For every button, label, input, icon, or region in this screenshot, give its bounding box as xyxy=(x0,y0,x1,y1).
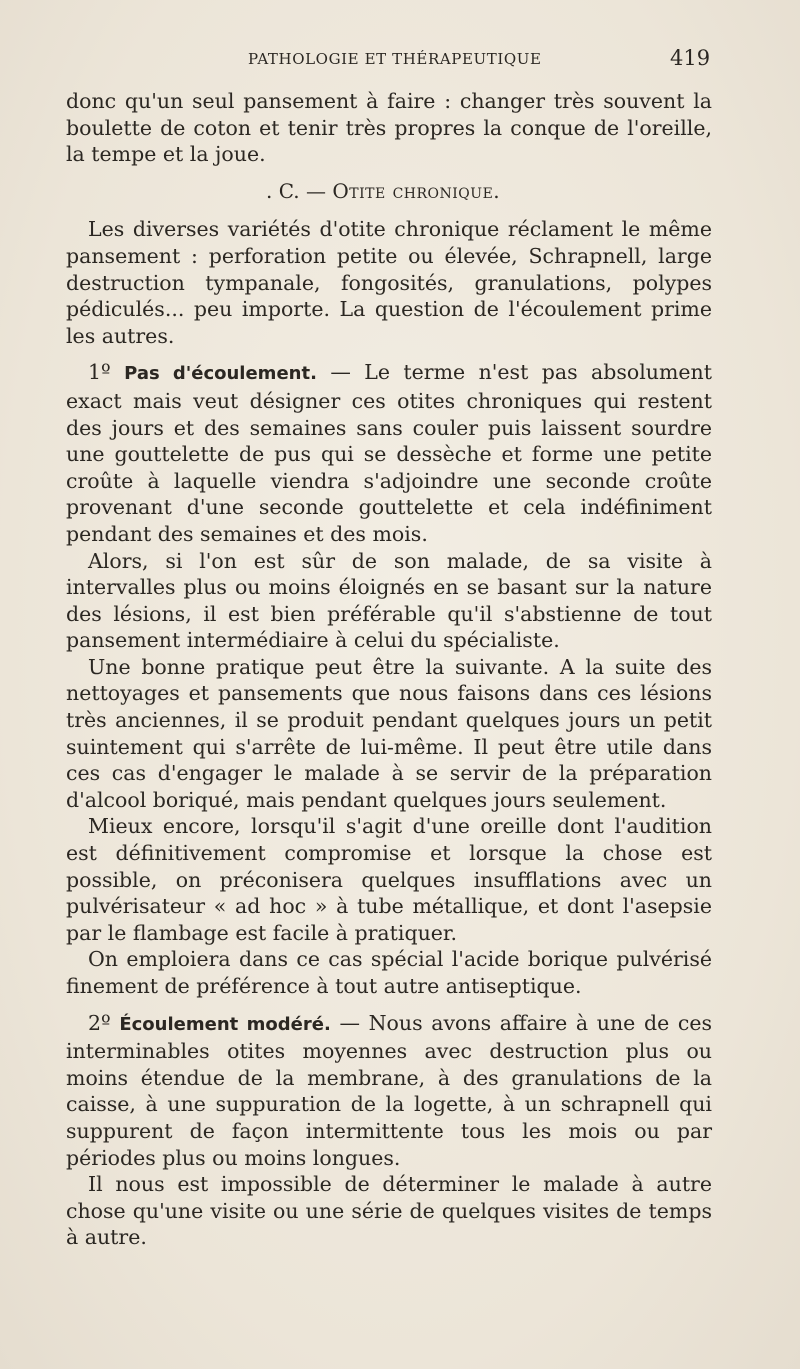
paragraph-text: — Le terme n'est pas absolument exact mais veut désigner ces otites chroniques qui restent des jours et des semaines sans couler puis laissent sourdre une gouttelette de pus qui se dessèche et forme une petite croûte à laquelle viendra s'adjoindre une seconde croûte provenant d'une seconde gouttelette et cela indéfiniment pendant des semaines et des mois. xyxy=(66,360,712,546)
paragraph-no-discharge xyxy=(66,359,712,547)
paragraph-text: — Nous avons affaire à une de ces interminables otites moyennes avec destruction plus ou moins étendue de la membrane, à des granulations de la caisse, à une suppuration de la logette, à un schrapnell qui suppurent de façon intermittente tous les mois ou par périodes plus ou moins longues. xyxy=(66,1010,713,1170)
paragraph-moderate-discharge xyxy=(66,1010,712,1172)
subheading-no-discharge: Pas d'écoulement. xyxy=(124,363,317,385)
running-title: PATHOLOGIE ET THÉRAPEUTIQUE xyxy=(248,50,542,68)
section-letter: . C. — xyxy=(266,178,333,203)
section-heading xyxy=(66,178,712,205)
paragraph-final: Il nous est impossible de déterminer le malade à autre chose qu'une visite ou une série de quelques visites de temps à autre. xyxy=(66,1172,712,1250)
paragraph-bonne-pratique: Une bonne pratique peut être la suivante. A la suite des nettoyages et pansements que nous faisons dans ces lésions très anciennes, il se produit pendant quelques jours un petit suintement qui s'arrête de lui-même. Il peut être utile dans ces cas d'engager le malade à se servir de la préparation d'alcool boriqué, mais pendant quelques jours seulement. xyxy=(66,654,712,812)
item-number: 2º xyxy=(88,1010,120,1035)
section-title: Otite chronique. xyxy=(332,178,501,203)
paragraph-continuation: donc qu'un seul pansement à faire : changer très souvent la boulette de coton et tenir très propres la conque de l'oreille, la tempe et la joue. xyxy=(66,89,712,167)
paragraph-intro: Les diverses variétés d'otite chronique réclament le même pansement : perforation petite ou élevée, Schrapnell, large destruction tympanale, fongosités, granulations, polypes pédiculés... peu importe. La question de l'écoulement prime les autres. xyxy=(66,217,712,348)
subheading-moderate-discharge: Écoulement modéré. xyxy=(119,1013,331,1035)
item-number: 1º xyxy=(88,360,125,385)
page-header xyxy=(0,46,800,76)
paragraph-alors: Alors, si l'on est sûr de son malade, de sa visite à intervalles plus ou moins éloignés en se basant sur la nature des lésions, il est bien préférable qu'il s'abstienne de tout pansement intermédiaire à celui du spécialiste. xyxy=(66,548,712,653)
page-number: 419 xyxy=(670,46,711,70)
body-text xyxy=(66,88,712,1251)
paragraph-mieux-encore: Mieux encore, lorsqu'il s'agit d'une oreille dont l'audition est définitivement compromise et lorsque la chose est possible, on préconisera quelques insufflations avec un pulvérisateur « ad hoc » à tube métallique, et dont l'asepsie par le flambage est facile à pratiquer. xyxy=(66,814,712,945)
paragraph-acide-borique: On emploiera dans ce cas spécial l'acide borique pulvérisé finement de préférence à tout autre antiseptique. xyxy=(66,947,712,998)
